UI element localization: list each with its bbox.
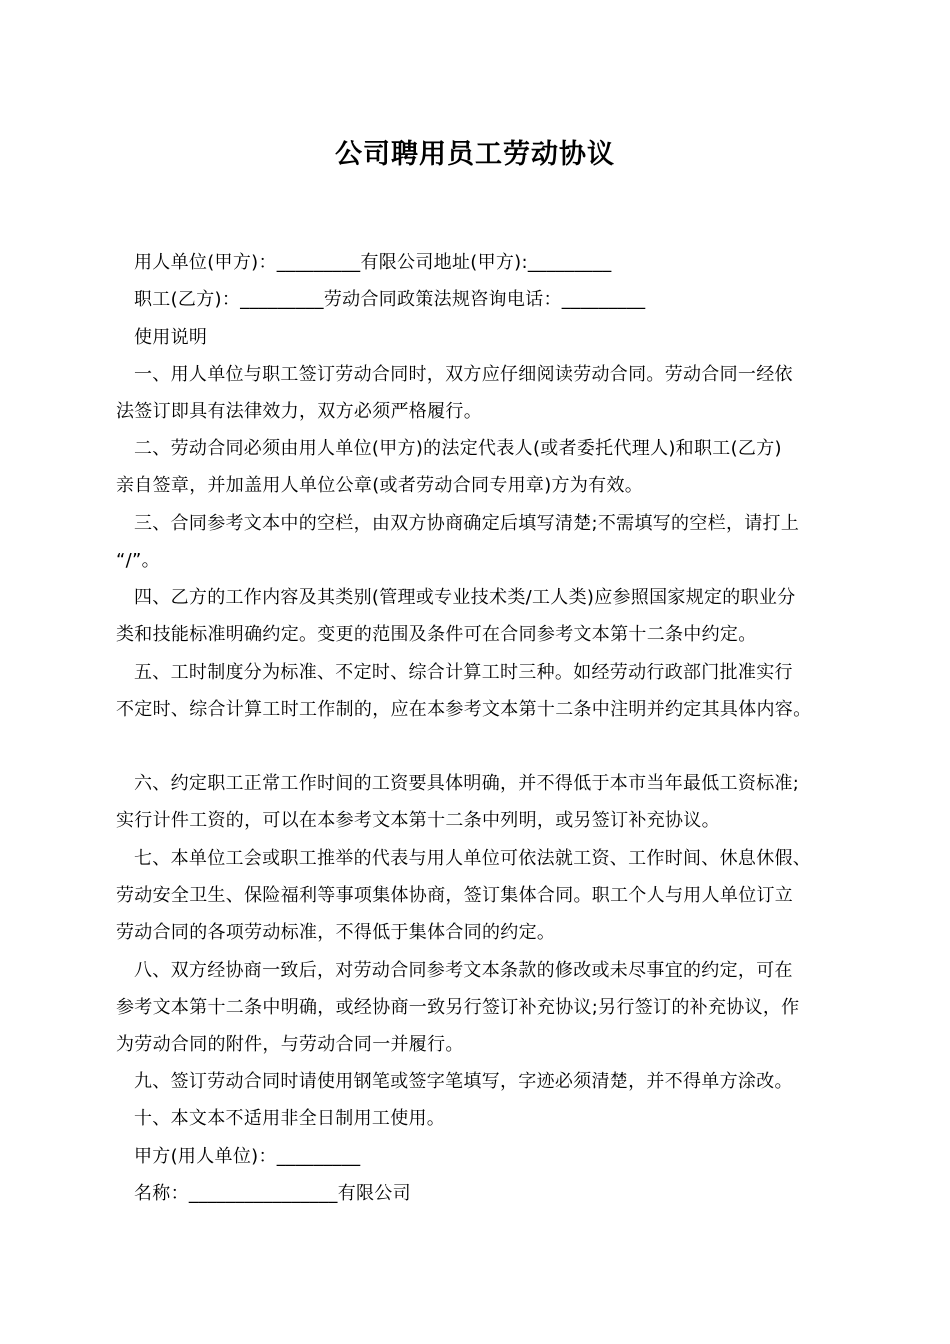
body-line: 实行计件工资的，可以在本参考文本第十二条中列明，或另签订补充协议。 bbox=[116, 810, 720, 831]
body-line: 六、约定职工正常工作时间的工资要具体明确，并不得低于本市当年最低工资标准; bbox=[134, 773, 800, 794]
body-line: 七、本单位工会或职工推举的代表与用人单位可依法就工资、工作时间、休息休假、 bbox=[134, 848, 812, 869]
employer-line: 用人单位(甲方)：_________有限公司地址(甲方):_________ bbox=[134, 252, 612, 273]
body-line: 类和技能标准明确约定。变更的范围及条件可在合同参考文本第十二条中约定。 bbox=[116, 624, 757, 645]
body-line: 劳动合同的各项劳动标准，不得低于集体合同的约定。 bbox=[116, 922, 556, 943]
employee-line: 职工(乙方)：_________劳动合同政策法规咨询电话：_________ bbox=[134, 289, 646, 310]
body-line: 一、用人单位与职工签订劳动合同时，双方应仔细阅读劳动合同。劳动合同一经依 bbox=[134, 364, 793, 385]
body-line: 为劳动合同的附件，与劳动合同一并履行。 bbox=[116, 1034, 464, 1055]
body-line: 五、工时制度分为标准、不定时、综合计算工时三种。如经劳动行政部门批准实行 bbox=[134, 662, 793, 683]
body-line: 九、签订劳动合同时请使用钢笔或签字笔填写，字迹必须清楚，并不得单方涂改。 bbox=[134, 1071, 793, 1092]
body-line: “/”。 bbox=[116, 550, 160, 571]
body-line: 不定时、综合计算工时工作制的，应在本参考文本第十二条中注明并约定其具体内容。 bbox=[116, 699, 812, 720]
party-a-line: 甲方(用人单位)：_________ bbox=[134, 1146, 361, 1167]
body-line: 四、乙方的工作内容及其类别(管理或专业技术类/工人类)应参照国家规定的职业分 bbox=[134, 587, 796, 608]
body-line: 二、劳动合同必须由用人单位(甲方)的法定代表人(或者委托代理人)和职工(乙方) bbox=[134, 438, 782, 459]
instructions-heading: 使用说明 bbox=[134, 327, 208, 348]
body-line: 八、双方经协商一致后，对劳动合同参考文本条款的修改或未尽事宜的约定，可在 bbox=[134, 960, 793, 981]
document-title: 公司聘用员工劳动协议 bbox=[335, 139, 615, 170]
body-line: 劳动安全卫生、保险福利等事项集体协商，签订集体合同。职工个人与用人单位订立 bbox=[116, 885, 794, 906]
body-line: 法签订即具有法律效力，双方必须严格履行。 bbox=[116, 401, 482, 422]
body-line: 亲自签章，并加盖用人单位公章(或者劳动合同专用章)方为有效。 bbox=[116, 475, 644, 496]
company-name-line: 名称：________________有限公司 bbox=[134, 1183, 411, 1204]
body-line: 十、本文本不适用非全日制用工使用。 bbox=[134, 1108, 446, 1129]
body-line: 三、合同参考文本中的空栏，由双方协商确定后填写清楚;不需填写的空栏，请打上 bbox=[134, 513, 800, 534]
body-line: 参考文本第十二条中明确，或经协商一致另行签订补充协议;另行签订的补充协议，作 bbox=[116, 997, 800, 1018]
